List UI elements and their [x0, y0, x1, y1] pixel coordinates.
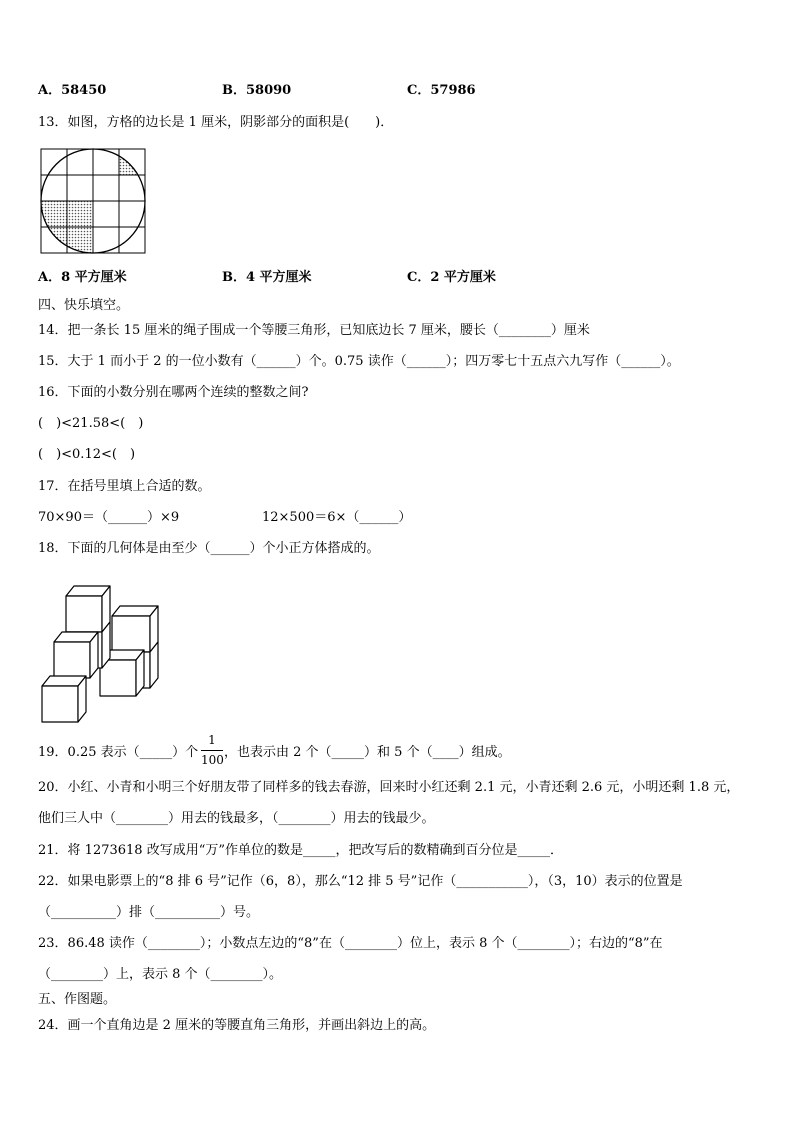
question-13: 13．如图，方格的边长是 1 厘米，阴影部分的面积是( )． [38, 115, 394, 130]
question-15: 15．大于 1 而小于 2 的一位小数有（______）个。0.75 读作（______）；四万零七十五点六九写作（______）。 [38, 354, 680, 369]
cube-stack-figure [38, 578, 163, 726]
question-17: 17．在括号里填上合适的数。 [38, 479, 211, 494]
question-20-line-2: 他们三人中（________）用去的钱最多，（________）用去的钱最少。 [38, 811, 435, 826]
question-16-line-1: ( )<21.58<( ) [38, 416, 144, 431]
question-17-equation-2: 12×500＝6×（______） [262, 510, 412, 525]
question-16-line-2: ( )<0.12<( ) [38, 447, 136, 462]
grid-circle-figure [38, 146, 150, 258]
question-22-line-1: 22．如果电影票上的“8 排 6 号”记作（6，8），那么“12 排 5 号”记作（___________），（3，10）表示的位置是 [38, 874, 683, 889]
section-5-title: 五、作图题。 [38, 992, 117, 1007]
option-13-a: A．8 平方厘米 [38, 270, 127, 285]
question-22-line-2: （__________）排（__________）号。 [38, 905, 260, 920]
fraction-denominator: 100 [201, 753, 224, 767]
option-12-a: A．58450 [38, 83, 107, 98]
question-18: 18．下面的几何体是由至少（______）个小正方体搭成的。 [38, 541, 380, 556]
question-19-part-1: 19．0.25 表示（_____）个 [38, 745, 199, 760]
option-12-c: C．57986 [407, 83, 476, 98]
question-23-line-2: （________）上，表示 8 个（________）。 [38, 967, 283, 982]
option-12-b: B．58090 [222, 83, 292, 98]
question-23-line-1: 23．86.48 读作（________）；小数点左边的“8”在（________）位上，表示 8 个（________）；右边的“8”在 [38, 936, 663, 951]
question-24: 24．画一个直角边是 2 厘米的等腰直角三角形，并画出斜边上的高。 [38, 1018, 436, 1033]
section-4-title: 四、快乐填空。 [38, 298, 130, 313]
question-21: 21．将 1273618 改写成用“万”作单位的数是_____，把改写后的数精确到百分位是_____． [38, 843, 563, 858]
fraction-numerator: 1 [208, 733, 216, 747]
question-16: 16．下面的小数分别在哪两个连续的整数之间? [38, 385, 309, 400]
question-20-line-1: 20．小红、小青和小明三个好朋友带了同样多的钱去春游，回来时小红还剩 2.1 元，小青还剩 2.6 元，小明还剩 1.8 元， [38, 780, 740, 795]
option-13-b: B．4 平方厘米 [222, 270, 312, 285]
question-14: 14．把一条长 15 厘米的绳子围成一个等腰三角形，已知底边长 7 厘米，腰长（________）厘米 [38, 323, 590, 338]
question-19-part-2: ，也表示由 2 个（_____）和 5 个（____）组成。 [224, 745, 511, 760]
fraction-bar [201, 750, 223, 751]
option-13-c: C．2 平方厘米 [407, 270, 496, 285]
question-17-equation-1: 70×90＝（______）×9 [38, 510, 180, 525]
